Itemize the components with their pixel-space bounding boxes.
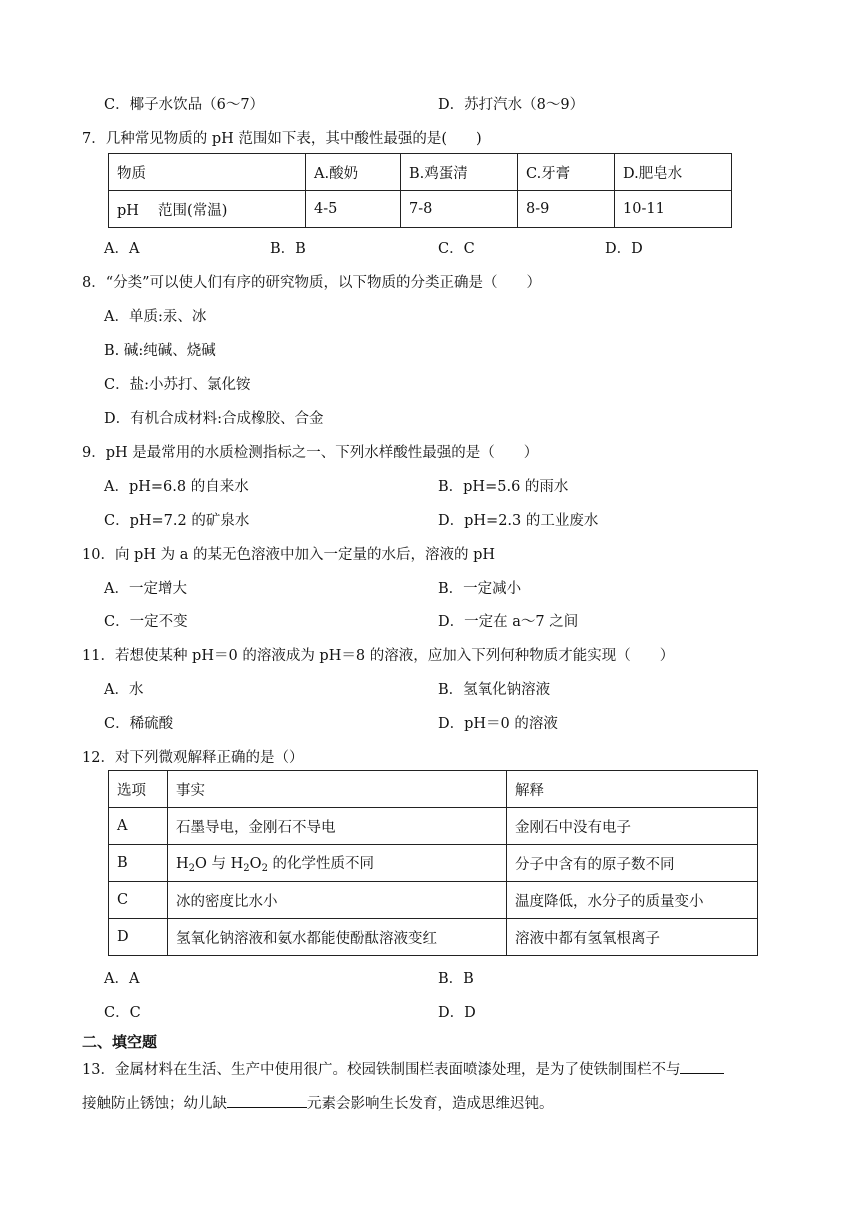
q12-explain-cell: 分子中含有的原子数不同 <box>507 845 758 882</box>
q8-option-b: B. 碱:纯碱、烧碱 <box>104 343 216 359</box>
q12-table-row <box>109 845 758 882</box>
q7-option-b: B．B <box>270 241 306 257</box>
q9-option-a: A．pH=6.8 的自来水 <box>104 479 249 495</box>
q9-option-c: C．pH=7.2 的矿泉水 <box>104 513 250 529</box>
q7-header-cell: C.牙膏 <box>518 154 615 191</box>
q11-option-a: A．水 <box>104 682 144 698</box>
q9-stem: 9．pH 是最常用的水质检测指标之一、下列水样酸性最强的是（ ） <box>82 445 539 461</box>
q8-stem: 8．“分类”可以使人们有序的研究物质，以下物质的分类正确是（ ） <box>82 275 542 291</box>
subscript: 2 <box>243 863 250 874</box>
q7-table-row <box>109 191 732 228</box>
q7-cell: 7-8 <box>401 191 518 228</box>
q8-option-a: A．单质:汞、冰 <box>104 309 207 325</box>
q12-stem: 12．对下列微观解释正确的是（） <box>82 750 304 766</box>
formula-text: H <box>176 856 189 872</box>
q9-option-b: B．pH=5.6 的雨水 <box>438 479 569 495</box>
q8-option-c: C．盐:小苏打、氯化铵 <box>104 377 251 393</box>
q12-option-cell: A <box>109 808 168 845</box>
q7-option-d: D．D <box>605 241 643 257</box>
q7-cell: 10-11 <box>615 191 732 228</box>
q7-header-cell: D.肥皂水 <box>615 154 732 191</box>
q10-stem: 10．向 pH 为 a 的某无色溶液中加入一定量的水后，溶液的 pH <box>82 547 495 563</box>
q12-table-row <box>109 919 758 956</box>
q12-explain-cell: 溶液中都有氢氧根离子 <box>507 919 758 956</box>
q11-stem: 11．若想使某种 pH＝0 的溶液成为 pH＝8 的溶液，应加入下列何种物质才能实现（ ） <box>82 648 675 664</box>
q12-option-cell: D <box>109 919 168 956</box>
formula-text: 的化学性质不同 <box>267 856 375 872</box>
q11-option-c: C．稀硫酸 <box>104 716 174 732</box>
q6-option-d: D．苏打汽水（8～9） <box>438 97 585 113</box>
q13-text: 13．金属材料在生活、生产中使用很广。校园铁制围栏表面喷漆处理，是为了使铁制围栏不与 <box>82 1062 681 1078</box>
q13-text: 元素会影响生长发育，造成思维迟钝。 <box>307 1096 554 1112</box>
q7-header-cell: A.酸奶 <box>306 154 401 191</box>
q7-cell: 8-9 <box>518 191 615 228</box>
q13-line2 <box>82 1092 554 1113</box>
formula-text: O <box>249 856 262 872</box>
answer-blank[interactable] <box>680 1059 724 1074</box>
q12-header-cell: 事实 <box>168 771 507 808</box>
q7-table-header-row <box>109 154 732 191</box>
q13-line1 <box>82 1058 724 1079</box>
q10-option-d: D．一定在 a～7 之间 <box>438 614 579 630</box>
q12-option-b: B．B <box>438 971 474 987</box>
q7-header-cell: 物质 <box>109 154 306 191</box>
q12-header-cell: 解释 <box>507 771 758 808</box>
q7-option-c: C．C <box>438 241 475 257</box>
answer-blank[interactable] <box>227 1093 307 1108</box>
q9-option-d: D．pH=2.3 的工业废水 <box>438 513 599 529</box>
q6-option-c: C．椰子水饮品（6～7） <box>104 97 265 113</box>
q12-option-c: C．C <box>104 1005 141 1021</box>
q7-option-a: A．A <box>104 241 140 257</box>
q7-ph-table <box>108 153 732 228</box>
q11-option-d: D．pH＝0 的溶液 <box>438 716 558 732</box>
q7-cell: 4-5 <box>306 191 401 228</box>
q13-text: 接触防止锈蚀；幼儿缺 <box>82 1096 227 1112</box>
q12-fact-cell: 石墨导电，金刚石不导电 <box>168 808 507 845</box>
subscript: 2 <box>188 863 196 874</box>
q11-option-b: B．氢氧化钠溶液 <box>438 682 551 698</box>
q12-table-row <box>109 882 758 919</box>
q12-option-cell: B <box>109 845 168 882</box>
q12-fact-cell: 冰的密度比水小 <box>168 882 507 919</box>
section-title: 二、填空题 <box>82 1033 158 1051</box>
q12-explain-cell: 温度降低，水分子的质量变小 <box>507 882 758 919</box>
q7-stem: 7．几种常见物质的 pH 范围如下表，其中酸性最强的是( ) <box>82 131 482 147</box>
q12-table-header-row <box>109 771 758 808</box>
subscript: 2 <box>261 863 268 874</box>
q12-explanation-table <box>108 770 758 956</box>
q12-explain-cell: 金刚石中没有电子 <box>507 808 758 845</box>
q10-option-c: C．一定不变 <box>104 614 188 630</box>
q12-option-cell: C <box>109 882 168 919</box>
q8-option-d: D．有机合成材料:合成橡胶、合金 <box>104 411 324 427</box>
q12-option-d: D．D <box>438 1005 476 1021</box>
q7-header-cell: B.鸡蛋清 <box>401 154 518 191</box>
q10-option-a: A．一定增大 <box>104 581 187 597</box>
q12-fact-cell: 氢氧化钠溶液和氨水都能使酚酞溶液变红 <box>168 919 507 956</box>
formula-text: O 与 H <box>195 856 244 872</box>
q12-fact-cell <box>168 845 507 882</box>
q12-header-cell: 选项 <box>109 771 168 808</box>
q10-option-b: B．一定减小 <box>438 581 522 597</box>
q12-option-a: A．A <box>104 971 140 987</box>
q7-cell: pH 范围(常温) <box>109 191 306 228</box>
q12-table-row <box>109 808 758 845</box>
